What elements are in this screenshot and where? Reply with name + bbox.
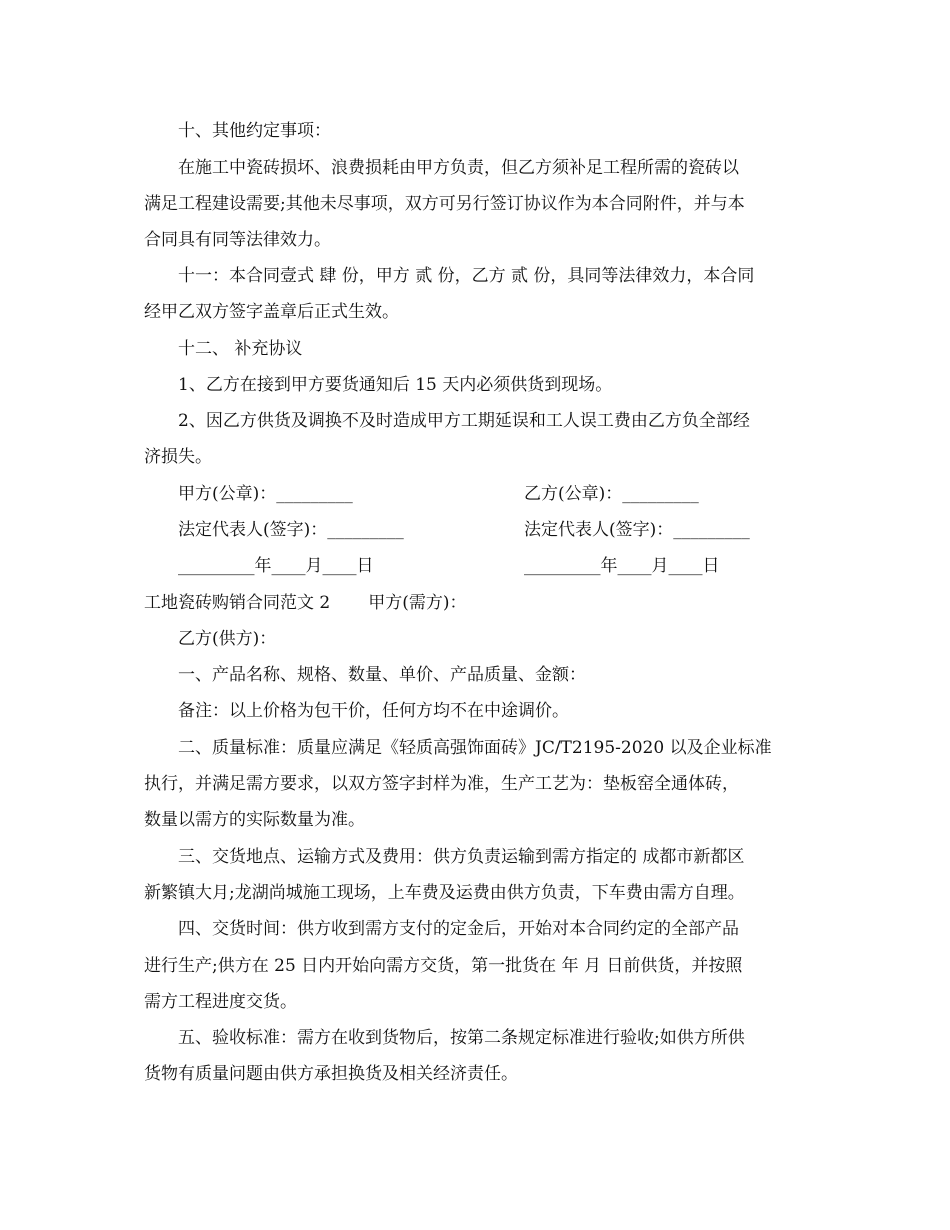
section-10-para-line: 合同具有同等法律效力。 <box>144 230 331 250</box>
buyer-label: 甲方(需方)： <box>368 593 467 613</box>
clause-2-line: 数量以需方的实际数量为准。 <box>144 810 365 830</box>
section-12-item: 济损失。 <box>144 447 212 467</box>
contract-2-title-line <box>144 592 467 614</box>
clause-3-line: 新繁镇大月;龙湖尚城施工现场，上车费及运费由供方负责，下车费由需方自理。 <box>144 883 745 903</box>
clause-1: 一、产品名称、规格、数量、单价、产品质量、金额： <box>178 665 586 685</box>
section-10-heading: 十、其他约定事项： <box>178 121 331 141</box>
justified-text: 满足工程建设需要;其他未尽事项，双方可另行签订协议作为本合同附件，并与本 <box>144 194 745 214</box>
party-b-representative: 法定代表人(签字)：_________ <box>524 520 750 540</box>
clause-2-line <box>144 773 808 795</box>
section-12-item: 2、因乙方供货及调换不及时造成甲方工期延误和工人误工费由乙方负全部经 <box>178 411 750 431</box>
party-b-seal: 乙方(公章)：_________ <box>524 484 699 504</box>
price-note: 备注：以上价格为包干价，任何方均不在中途调价。 <box>178 701 569 721</box>
section-10-para-line <box>144 193 808 215</box>
clause-5-line: 货物有质量问题由供方承担换货及相关经济责任。 <box>144 1064 518 1084</box>
clause-4-line: 进行生产;供方在 25 日内开始向需方交货，第一批货在 年 月 日前供货，并按照 <box>144 956 743 976</box>
clause-3-line: 三、交货地点、运输方式及费用：供方负责运输到需方指定的 成都市新都区 <box>178 847 745 867</box>
supplier-label: 乙方(供方)： <box>178 629 277 649</box>
section-10-para-line: 在施工中瓷砖损坏、浪费损耗由甲方负责，但乙方须补足工程所需的瓷砖以 <box>178 158 739 178</box>
contract-2-title: 工地瓷砖购销合同范文 2 <box>144 593 331 613</box>
clause-4-line: 需方工程进度交货。 <box>144 992 297 1012</box>
party-a-seal: 甲方(公章)：_________ <box>178 484 353 504</box>
justified-text: 执行，并满足需方要求，以双方签字封样为准，生产工艺为：垫板窑全通体砖， <box>144 774 739 794</box>
party-b-date: _________年____月____日 <box>524 556 720 576</box>
clause-2-line: 二、质量标准：质量应满足《轻质高强饰面砖》JC/T2195-2020 以及企业标准 <box>178 738 772 758</box>
section-12-item: 1、乙方在接到甲方要货通知后 15 天内必须供货到现场。 <box>178 375 613 395</box>
section-12-heading: 十二、 补充协议 <box>178 339 303 359</box>
clause-4-line: 四、交货时间：供方收到需方支付的定金后，开始对本合同约定的全部产品 <box>178 919 739 939</box>
clause-5-line: 五、验收标准：需方在收到货物后，按第二条规定标准进行验收;如供方所供 <box>178 1028 745 1048</box>
party-a-date: _________年____月____日 <box>178 556 374 576</box>
section-11-line: 十一：本合同壹式 肆 份，甲方 贰 份，乙方 贰 份，具同等法律效力，本合同 <box>178 266 755 286</box>
section-11-line: 经甲乙双方签字盖章后正式生效。 <box>144 302 399 322</box>
party-a-representative: 法定代表人(签字)：_________ <box>178 520 404 540</box>
